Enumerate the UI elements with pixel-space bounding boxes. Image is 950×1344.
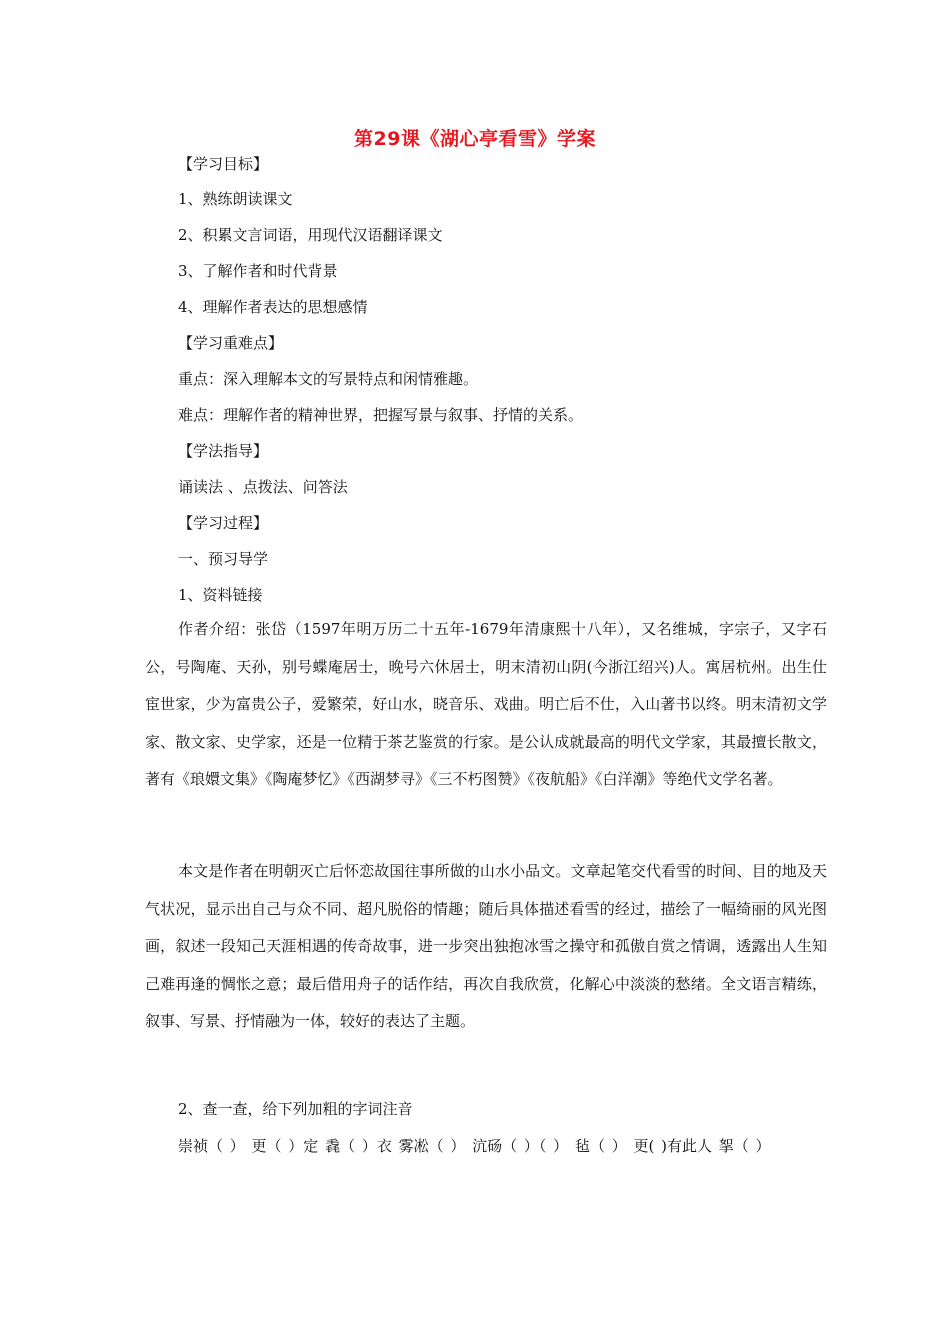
summary-paragraph: 本文是作者在明朝灭亡后怀恋故国往事所做的山水小品文。文章起笔交代看雪的时间、目的地及天气状况，显示出自己与众不同、超凡脱俗的情趣；随后具体描述看雪的经过，描绘了一幅绮丽的风光图画，叙述一段知己天涯相遇的传奇故事，进一步突出独抱冰雪之操守和孤傲自赏之情调，透露出人生知己难再逢的惆怅之意；最后借用舟子的话作结，再次自我欣赏，化解心中淡淡的愁绪。全文语言精练，叙事、写景、抒情融为一体，较好的表达了主题。 [145, 862, 827, 1030]
goal-item: 1、熟练朗读课文 [178, 190, 293, 208]
goal-item: 2、积累文言词语，用现代汉语翻译课文 [178, 226, 443, 244]
method-item: 诵读法 、点拨法、问答法 [178, 478, 348, 496]
author-intro-paragraph: 作者介绍：张岱（1597年明万历二十五年-1679年清康熙十八年），又名维城，字宗子，又字石公，号陶庵、天孙，别号蝶庵居士，晚号六休居士，明末清初山阴(今浙江绍兴)人。寓居杭州。出生仕宦世家，少为富贵公子，爱繁荣，好山水，晓音乐、戏曲。明亡后不仕，入山著书以终。明末清初文学家、散文家、史学家，还是一位精于茶艺鉴赏的行家。是公认成就最高的明代文学家，其最擅长散文，著有《琅嬛文集》《陶庵梦忆》《西湖梦寻》《三不朽图赞》《夜航船》《白洋潮》等绝代文学名著。 [145, 620, 827, 788]
task-heading: 2、查一查，给下列加粗的字词注音 [178, 1100, 413, 1118]
section-header-process: 【学习过程】 [178, 514, 269, 532]
goal-item: 3、了解作者和时代背景 [178, 262, 338, 280]
document-title: 第29课《湖心亭看雪》学案 [354, 128, 596, 150]
process-item: 一、预习导学 [178, 550, 269, 568]
pinyin-exercise [145, 1128, 827, 1165]
process-item: 1、资料链接 [178, 586, 263, 604]
goal-item: 4、理解作者表达的思想感情 [178, 298, 368, 316]
section-header-key-points: 【学习重难点】 [178, 334, 284, 352]
section-header-goals: 【学习目标】 [178, 155, 269, 173]
pinyin-items: 崇祯（ ） 更（ ）定 毳（ ）衣 雾凇（ ） 沆砀（ ）（ ） 毡（ ） 更( )有此人 挐（ ） [178, 1137, 771, 1155]
section-header-method: 【学法指导】 [178, 442, 269, 460]
key-point-item: 难点：理解作者的精神世界，把握写景与叙事、抒情的关系。 [178, 406, 584, 424]
key-point-item: 重点：深入理解本文的写景特点和闲情雅趣。 [178, 370, 479, 388]
